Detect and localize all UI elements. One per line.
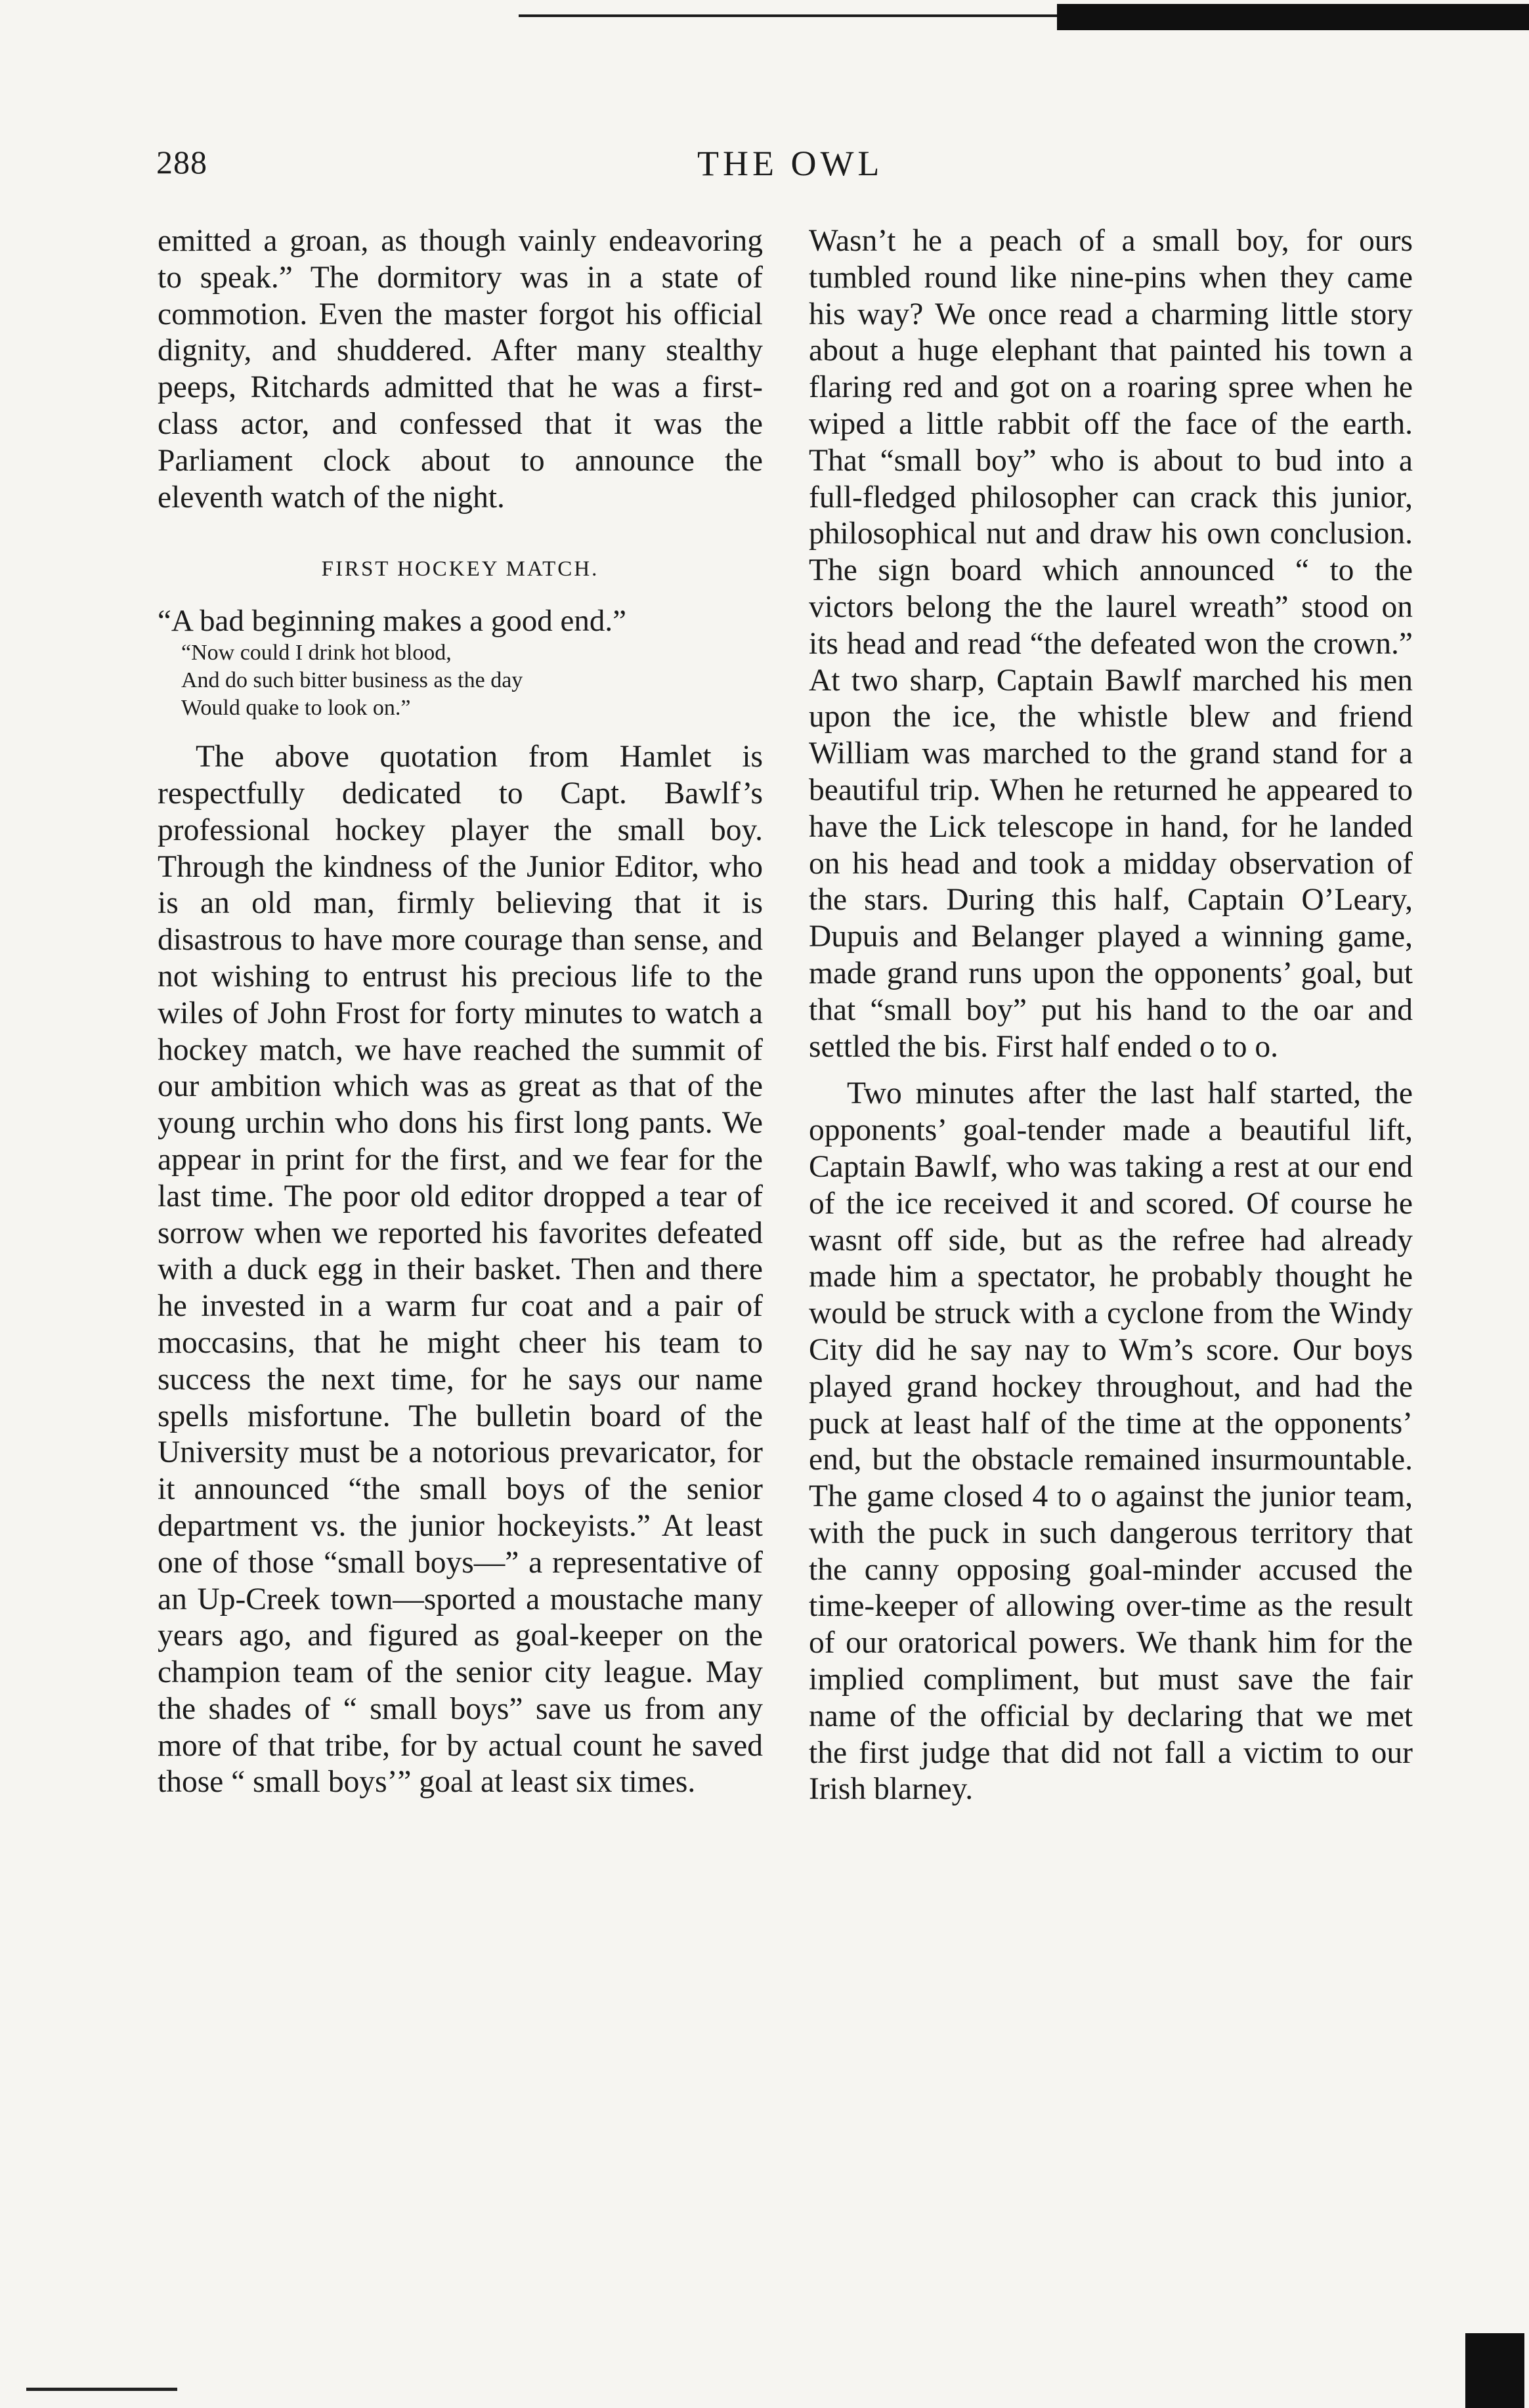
running-title: THE OWL bbox=[697, 144, 884, 183]
verse-line: And do such bitter business as the day bbox=[181, 668, 523, 693]
paragraph-1: Wasn’t he a peach of a small boy, for ours tumbled round like nine-pins when they came his way? We once read a charming little story about a huge elephant that painted his town a flaring red and got on a roaring spree when he wiped a little rabbit off the face of the earth. That “small boy” who is about to bud into a full-fledged philosopher can crack this junior, philosophical nut and draw his own conclusion. The sign board which announced “ to the victors belong the the laurel wreath” stood on its head and read “the defeated won the crown.” At two sharp, Captain Bawlf marched his men upon the ice, the whistle blew and friend William was marched to the grand stand for a beautiful trip. When he returned he appeared to have the Lick telescope in hand, for he landed on his head and took a midday observation of the stars. During this half, Captain O’Leary, Dupuis and Belanger played a winning game, made grand runs upon the opponents’ goal, but that “small boy” put his hand to the oar and settled the bis. First half ended o to o. bbox=[809, 224, 1413, 1064]
verse-quotation bbox=[158, 639, 763, 722]
verse-line: Would quake to look on.” bbox=[181, 696, 411, 721]
verse-line: “Now could I drink hot blood, bbox=[181, 641, 452, 665]
bottom-edge-mark bbox=[1465, 2333, 1524, 2408]
left-column bbox=[158, 223, 763, 1801]
top-rule-thick bbox=[1057, 4, 1529, 30]
intro-paragraph: emitted a groan, as though vainly endeavoring to speak.” The dormitory was in a state of commotion. Even the master forgot his official dignity, and shuddered. After many stealthy peeps, Ritchards admitted that he was a first-class actor, and confessed that it was the Parliament clock about to announce the eleventh watch of the night. bbox=[158, 224, 763, 515]
paragraph-2: Two minutes after the last half started, the opponents’ goal-tender made a beautiful lift, Captain Bawlf, who was taking a rest at our end of the ice received it and scored. Of course he wasnt off side, but as the refree had already made him a spectator, he probably thought he would be struck with a cyclone from the Windy City did he say nay to Wm’s score. Our boys played grand hockey throughout, and had the puck at least half of the time at the opponents’ end, but the obstacle remained insurmountable. The game closed 4 to o against the junior team, with the puck in such dangerous territory that the canny opposing goal-minder accused the time-keeper of allowing over-time as the result of our oratorical powers. We thank him for the implied compliment, but must save the fair name of the official by declaring that we met the first judge that did not fall a victim to our Irish blarney. bbox=[809, 1076, 1413, 1807]
motto: “A bad beginning makes a good end.” bbox=[158, 604, 626, 639]
section-heading: FIRST HOCKEY MATCH. bbox=[321, 557, 599, 581]
page-number: 288 bbox=[156, 144, 207, 180]
body-paragraph: The above quotation from Hamlet is respectfully dedicated to Capt. Bawlf’s professional hockey player the small boy. Through the kindness of the Junior Editor, who is an old man, firmly believing that it is disastrous to have more courage than sense, and not wishing to entrust his precious life to the wiles of John Frost for forty minutes to watch a hockey match, we have reached the summit of our ambition which was as great as that of the young urchin who dons his first long pants. We appear in print for the first, and we fear for the last time. The poor old editor dropped a tear of sorrow when we reported his favorites defeated with a duck egg in their basket. Then and there he invested in a warm fur coat and a pair of moccasins, that he might cheer his team to success the next time, for he says our name spells misfortune. The bulletin board of the University must be a notorious prevaricator, for it announced “the small boys of the senior department vs. the junior hockeyists.” At least one of those “small boys—” a representative of an Up-Creek town—sported a moustache many years ago, and figured as goal-keeper on the champion team of the senior city league. May the shades of “ small boys” save us from any more of that tribe, for by actual count he saved those “ small boys’” goal at least six times. bbox=[158, 740, 763, 1800]
right-column bbox=[809, 223, 1413, 1808]
bottom-rule bbox=[26, 2388, 177, 2391]
top-rule-thin bbox=[519, 14, 1057, 17]
